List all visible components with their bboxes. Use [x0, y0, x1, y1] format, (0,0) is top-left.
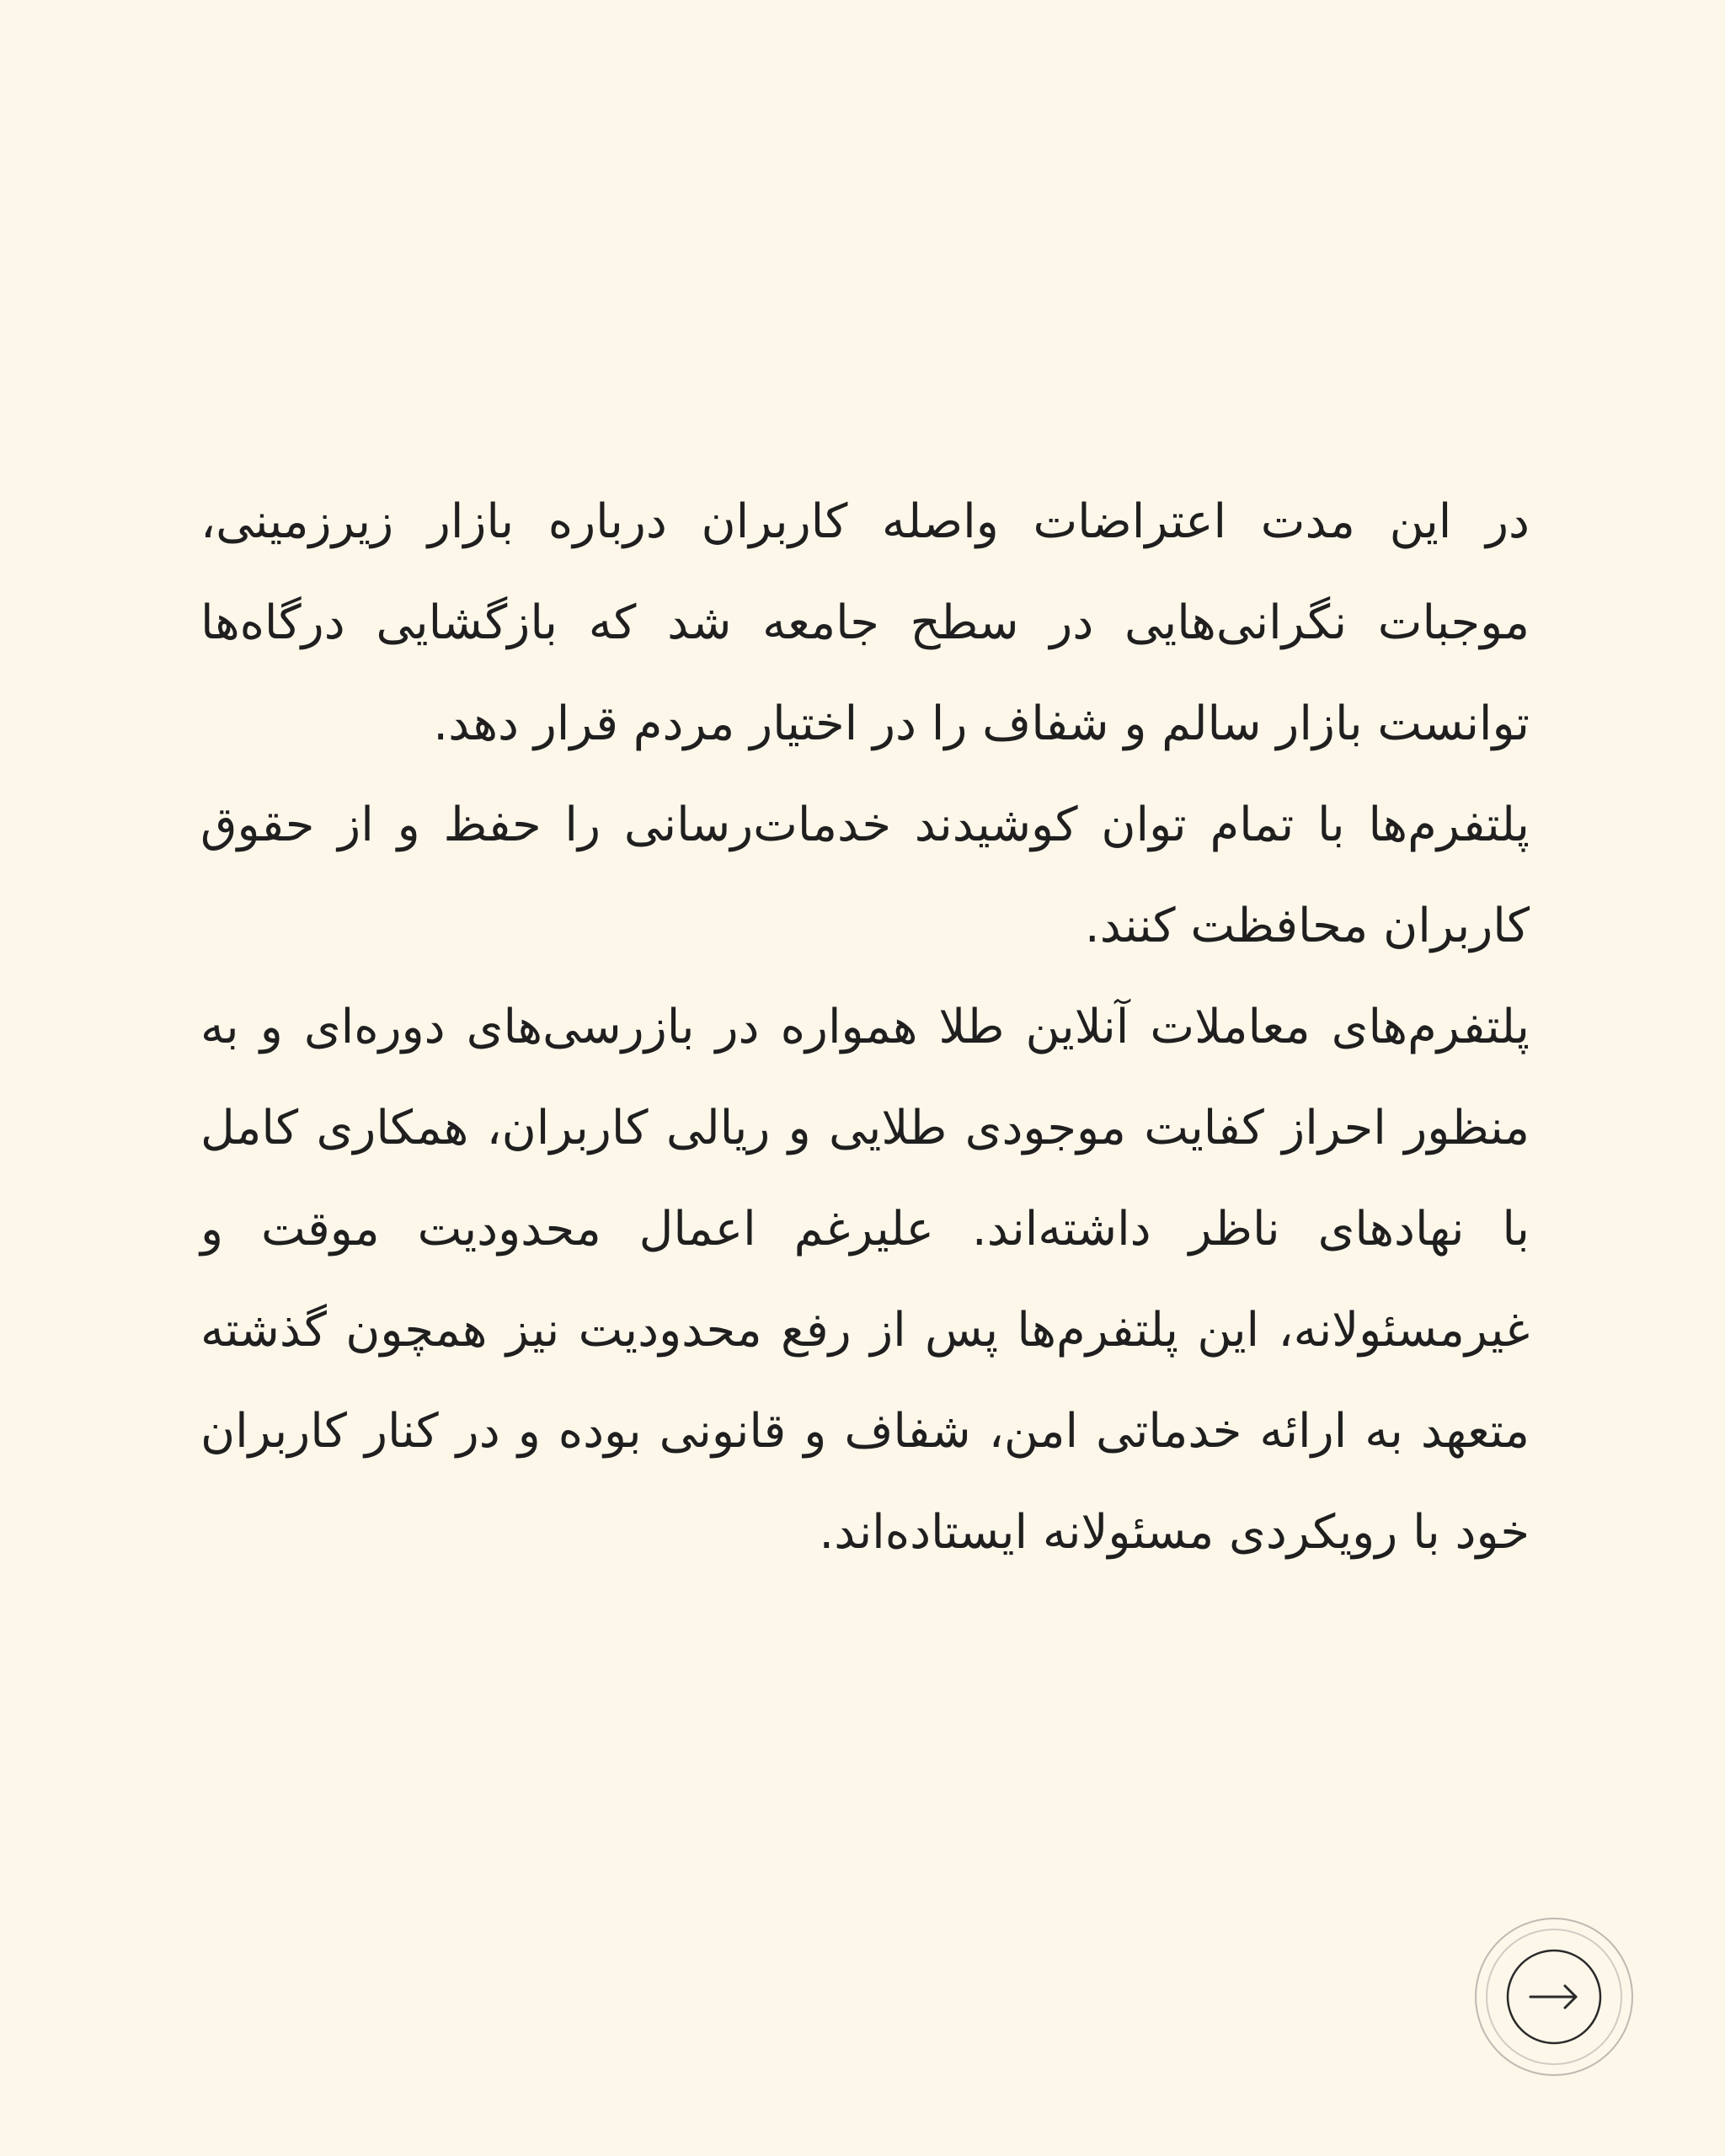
body-text	[200, 472, 1530, 1583]
paragraph-1: در این مدت اعتراضات واصله کاربران درباره بازار زیرزمینی، موجبات نگرانی‌هایی در سطح جامعه شد که بازگشایی درگاه‌ها توانست بازار سالم و شفاف را در اختیار مردم قرار دهد.	[200, 494, 1530, 751]
paragraph-2: پلتفرم‌ها با تمام توان کوشیدند خدمات‌رسانی را حفظ و از حقوق کاربران محافظت کنند.	[200, 798, 1530, 953]
arrow-right-icon	[1474, 1917, 1634, 2077]
next-button[interactable]	[1474, 1917, 1634, 2077]
paragraph-3: پلتفرم‌های معاملات آنلاین طلا همواره در بازرسی‌های دوره‌ای و به منظور احراز کفایت موجودی طلایی و ریالی کاربران، همکاری کامل با نهادهای ناظر داشته‌اند. علیرغم اعمال محدودیت موقت و غیرمسئولانه، این پلتفرم‌ها پس از رفع محدودیت نیز همچون گذشته متعهد به ارائه خدماتی امن، شفاف و قانونی بوده و در کنار کاربران خود با رویکردی مسئولانه ایستاده‌اند.	[200, 1000, 1530, 1560]
